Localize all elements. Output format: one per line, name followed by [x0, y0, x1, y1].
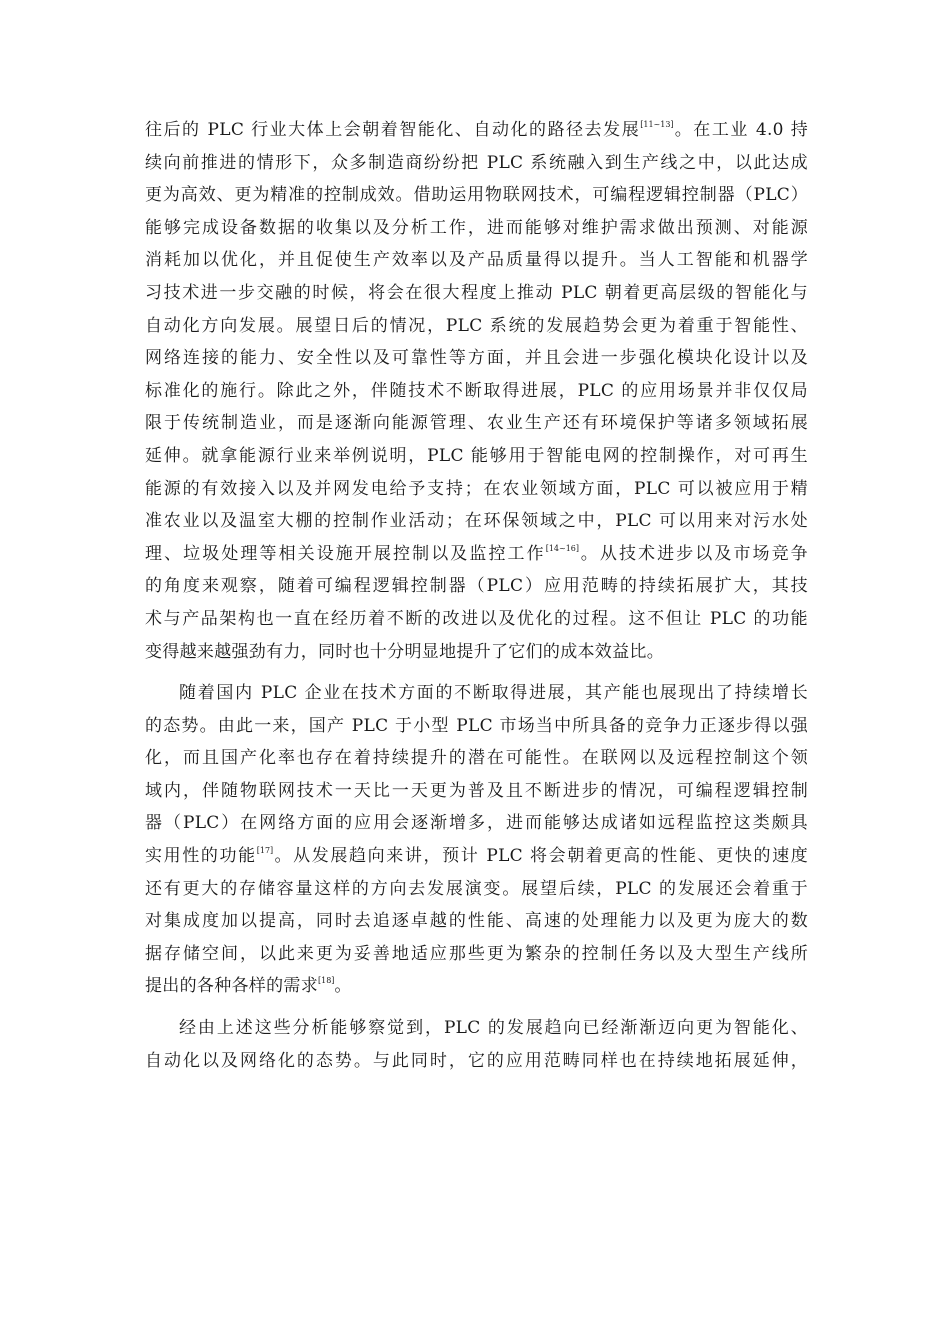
text-line: 续向前推进的情形下，众多制造商纷纷把 PLC 系统融入到生产线之中，以此达成: [145, 152, 808, 173]
paragraph-2: [145, 677, 808, 1003]
citation: [18]: [318, 976, 335, 986]
text-line: 经由上述这些分析能够察觉到，PLC 的发展趋向已经渐渐迈向更为智能化、: [179, 1018, 808, 1039]
text-line: 往后的 PLC 行业大体上会朝着智能化、自动化的路径去发展[11~13]。在工业 4.0 持: [145, 120, 809, 140]
text-line: 器（PLC）在网络方面的应用会逐渐增多，进而能够达成诸如远程监控这类颇具: [145, 813, 808, 834]
paragraph-1: [145, 114, 808, 668]
text-line: 自动化以及网络化的态势。与此同时，它的应用范畴同样也在持续地拓展延伸，: [145, 1050, 808, 1071]
text-line: 实用性的功能[17]。从发展趋向来讲，预计 PLC 将会朝着更高的性能、更快的速度: [145, 846, 808, 867]
citation: [17]: [256, 846, 274, 856]
text-line: 随着国内 PLC 企业在技术方面的不断取得进展，其产能也展现出了持续增长: [179, 683, 808, 704]
text-line: 理、垃圾处理等相关设施开展控制以及监控工作[14~16]。从技术进步以及市场竞争: [145, 543, 808, 564]
text-line: 更为高效、更为精准的控制成效。借助运用物联网技术，可编程逻辑控制器（PLC）: [145, 185, 808, 206]
text-line: 术与产品架构也一直在经历着不断的改进以及优化的过程。这不但让 PLC 的功能: [145, 608, 808, 629]
text-line: 化，而且国产化率也存在着持续提升的潜在可能性。在联网以及远程控制这个领: [145, 748, 808, 769]
paragraph-3: [145, 1012, 808, 1077]
text-line: 网络连接的能力、安全性以及可靠性等方面，并且会进一步强化模块化设计以及: [145, 348, 808, 369]
text-line: 能够完成设备数据的收集以及分析工作，进而能够对维护需求做出预测、对能源: [145, 217, 808, 238]
text-line: 习技术进一步交融的时候，将会在很大程度上推动 PLC 朝着更高层级的智能化与: [145, 282, 808, 303]
text-line: 标准化的施行。除此之外，伴随技术不断取得进展，PLC 的应用场景并非仅仅局: [145, 380, 808, 401]
text-line: 延伸。就拿能源行业来举例说明，PLC 能够用于智能电网的控制操作，对可再生: [145, 445, 808, 466]
text-line: 还有更大的存储容量这样的方向去发展演变。展望后续，PLC 的发展还会着重于: [145, 878, 808, 899]
document-body: [145, 114, 808, 1077]
text-line: 域内，伴随物联网技术一天比一天更为普及且不断进步的情况，可编程逻辑控制: [145, 780, 808, 801]
text-line: 的角度来观察，随着可编程逻辑控制器（PLC）应用范畴的持续拓展扩大，其技: [145, 576, 808, 597]
text-line: 提出的各种各样的需求[18]。: [145, 976, 352, 997]
text-line: 能源的有效接入以及并网发电给予支持；在农业领域方面，PLC 可以被应用于精: [145, 478, 808, 499]
text-line: 准农业以及温室大棚的控制作业活动；在环保领域之中，PLC 可以用来对污水处: [145, 511, 808, 532]
text-line: 据存储空间，以此来更为妥善地适应那些更为繁杂的控制任务以及大型生产线所: [145, 943, 808, 964]
text-line: 自动化方向发展。展望日后的情况，PLC 系统的发展趋势会更为着重于智能性、: [145, 315, 808, 336]
citation: [14~16]: [545, 543, 580, 553]
text-line: 的态势。由此一来，国产 PLC 于小型 PLC 市场当中所具备的竞争力正逐步得以强: [145, 715, 808, 736]
text-line: 限于传统制造业，而是逐渐向能源管理、农业生产还有环境保护等诸多领域拓展: [145, 413, 808, 434]
text-line: 消耗加以优化，并且促使生产效率以及产品质量得以提升。当人工智能和机器学: [145, 250, 808, 271]
citation: [11~13]: [640, 120, 674, 129]
text-line: 对集成度加以提高，同时去追逐卓越的性能、高速的处理能力以及更为庞大的数: [145, 911, 808, 932]
text-line: 变得越来越强劲有力，同时也十分明显地提升了它们的成本效益比。: [145, 641, 664, 662]
